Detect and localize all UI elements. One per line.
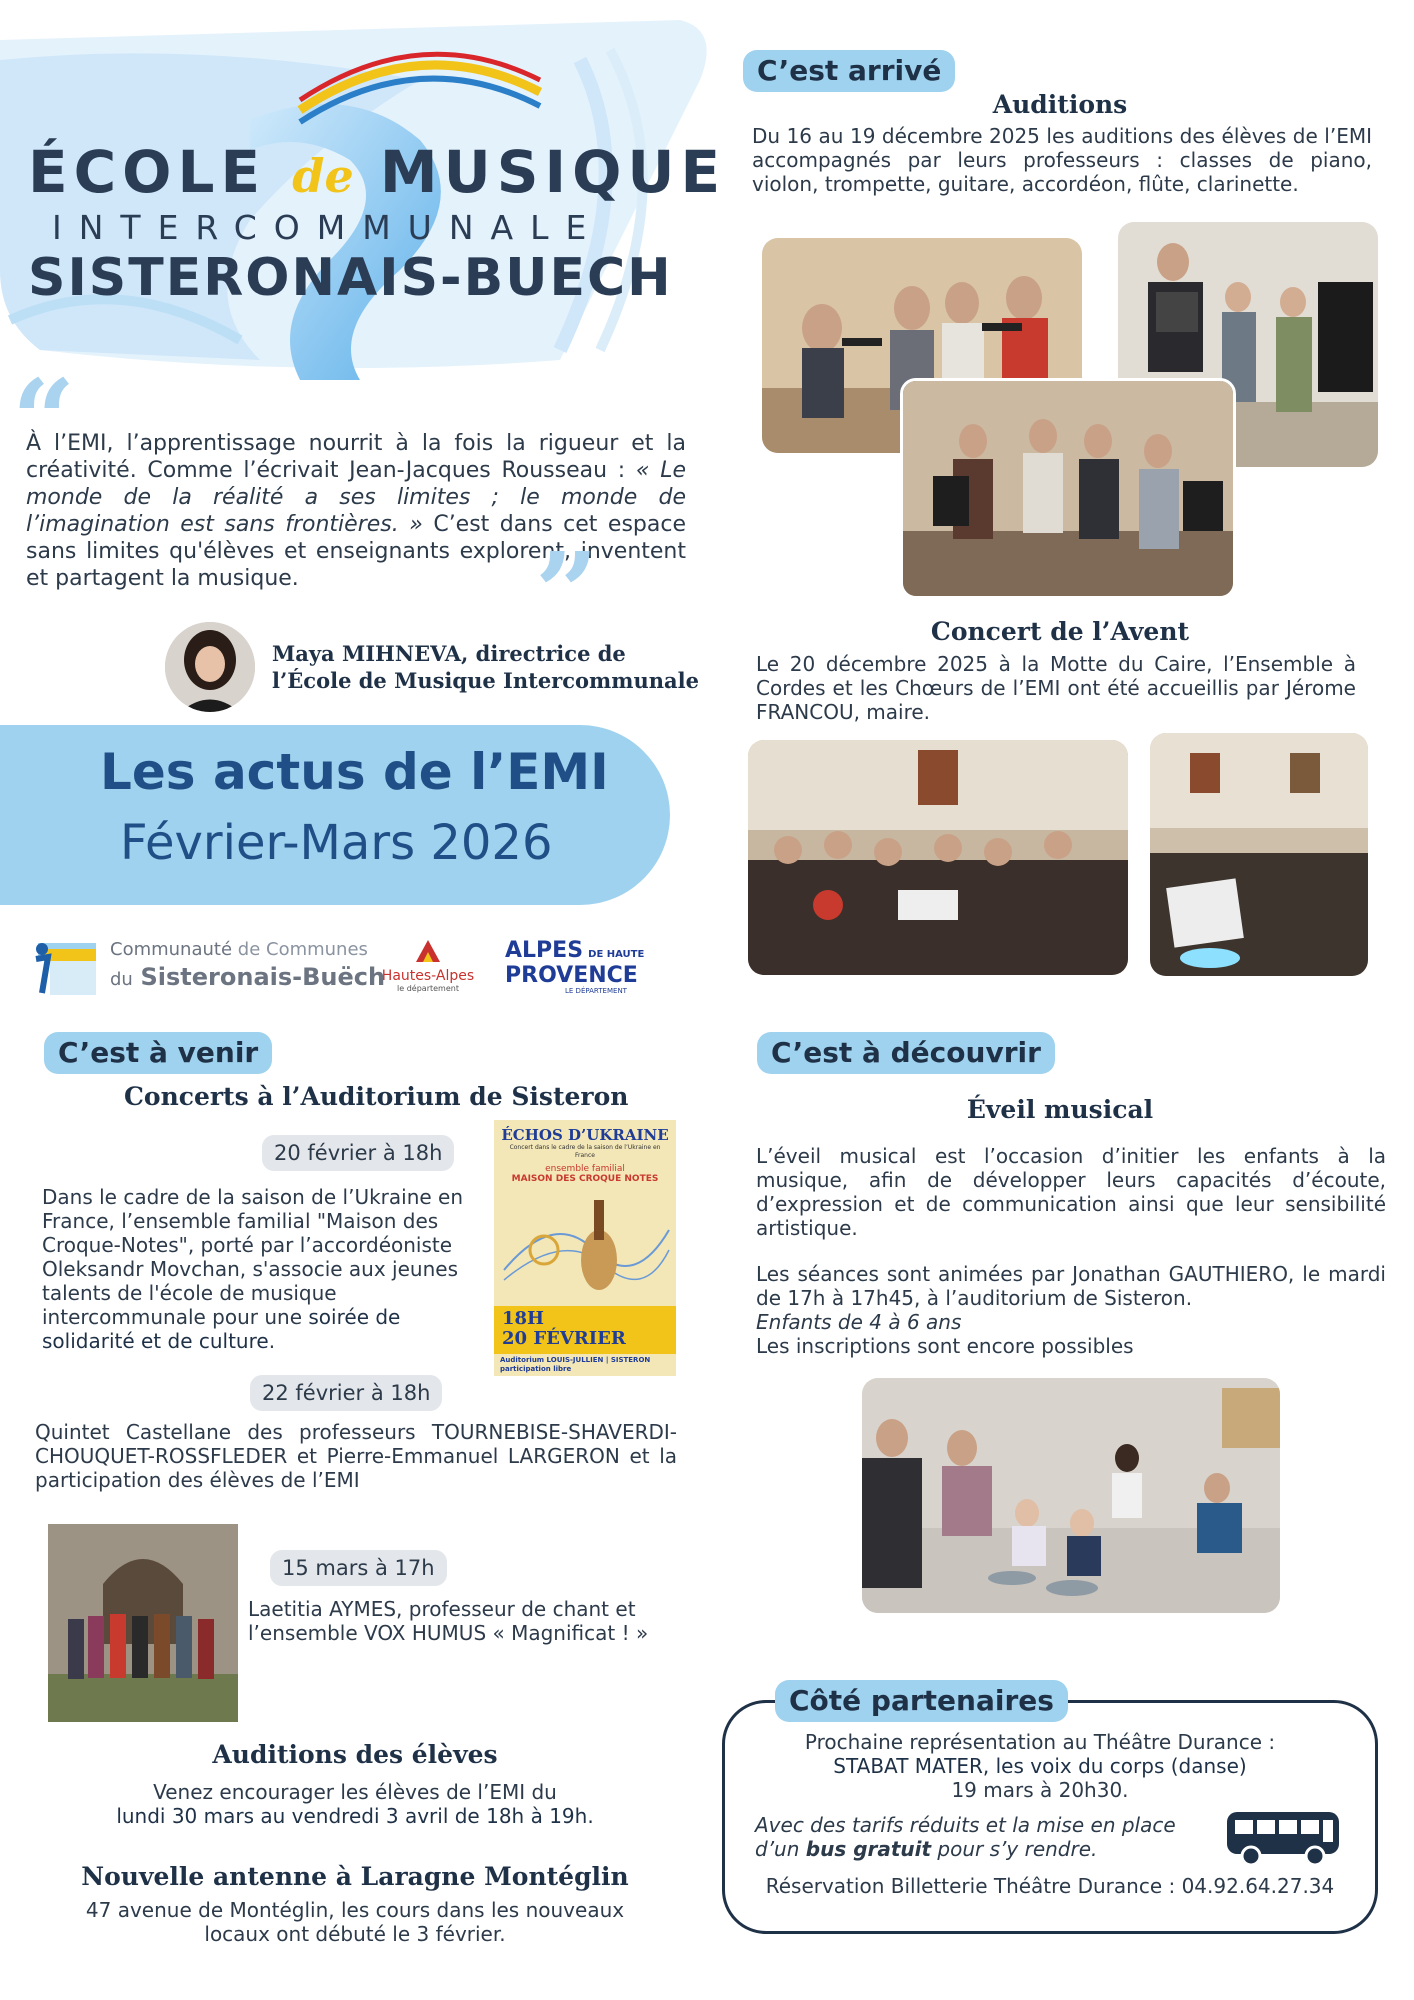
eveil-musical-age: Enfants de 4 à 6 ans	[756, 1310, 962, 1334]
event-text-22-fevrier: Quintet Castellane des professeurs TOURNEBISE-SHAVERDI-CHOUQUET-ROSSFLEDER et Pierre-Emmanuel LARGERON et la participation des élèves de l’EMI	[35, 1420, 677, 1492]
quote-open-icon: “	[12, 355, 76, 484]
auditions-eleves-intro: Venez encourager les élèves de l’EMI du	[153, 1780, 557, 1804]
director-avatar	[165, 622, 255, 712]
theatre-show-date: 19 mars à 20h30.	[951, 1778, 1129, 1802]
rousseau-quote: « Le monde de la réalité a ses limites ; le monde de l’imagination est sans frontières. »	[26, 458, 686, 537]
logo-line2: INTERCOMMUNALE	[52, 208, 604, 247]
event-date-15-mars: 15 mars à 17h	[270, 1550, 447, 1586]
section-badge-decouvrir: C’est à découvrir	[757, 1032, 1055, 1074]
section-badge-arrive: C’est arrivé	[743, 50, 955, 92]
event-date-22-fevrier: 22 février à 18h	[250, 1375, 442, 1411]
newsletter-period: Février-Mars 2026	[120, 815, 553, 871]
photo-eveil-musical	[862, 1378, 1280, 1613]
poster-instruments-illustration	[494, 1190, 676, 1310]
bus-icon	[1225, 1808, 1343, 1868]
director-signature: Maya MIHNEVA, directrice de l’École de Musique Intercommunale	[272, 641, 699, 693]
logo-line1	[28, 138, 726, 206]
auditions-past-text: Du 16 au 19 décembre 2025 les auditions des élèves de l’EMI accompagnés par leurs professeurs : classes de piano, violon, trompette, guitare, accordéon, flûte, clarinette.	[752, 124, 1372, 196]
ccsb-emblem-icon	[28, 935, 98, 997]
theatre-bus-offer: Avec des tarifs réduits et la mise en place d’un bus gratuit pour s’y rendre.	[755, 1813, 1176, 1861]
event-text-15-mars: Laetitia AYMES, professeur de chant et l’ensemble VOX HUMUS « Magnificat ! »	[248, 1597, 649, 1645]
photo-string-ensemble	[900, 378, 1236, 599]
theatre-show-title: STABAT MATER, les voix du corps (danse)	[833, 1754, 1247, 1778]
intro-quote-text: À l’EMI, l’apprentissage nourrit à la fois la rigueur et la créativité. Comme l’écrivait Jean-Jacques Rousseau : « Le monde de la réalité a ses limites ; le monde de l’imagination est sans frontières. » C’est dans cet espace sans limites qu'élèves et enseignants explorent, inventent et partagent la musique.	[26, 431, 686, 591]
concerts-auditorium-title: Concerts à l’Auditorium de Sisteron	[124, 1082, 629, 1111]
theatre-next-show-label: Prochaine représentation au Théâtre Durance :	[804, 1730, 1276, 1754]
laragne-antenna-text: 47 avenue de Montéglin, les cours dans les nouveaux locaux ont débuté le 3 février.	[85, 1898, 625, 1946]
auditions-past-title: Auditions	[992, 90, 1128, 119]
logo-line3: SISTERONAIS-BUECH	[28, 248, 673, 308]
eveil-musical-registration: Les inscriptions sont encore possibles	[756, 1334, 1134, 1358]
event-text-20-fevrier: Dans le cadre de la saison de l’Ukraine en France, l’ensemble familial "Maison des Croque-Notes", porté par l’accordéoniste Oleksandr Movchan, s'associe aux jeunes talents de l'école de musique intercommunale pour une soirée de solidarité et de culture.	[42, 1185, 464, 1353]
eveil-musical-title: Éveil musical	[966, 1095, 1154, 1124]
photo-vox-humus	[48, 1524, 238, 1722]
poster-title: ÉCHOS D’UKRAINE	[501, 1126, 669, 1144]
avent-concert-text: Le 20 décembre 2025 à la Motte du Caire, l’Ensemble à Cordes et les Chœurs de l’EMI ont été accueillis par Jérome FRANCOU, maire.	[756, 652, 1356, 724]
eveil-musical-schedule: Les séances sont animées par Jonathan GAUTHIERO, le mardi de 17h à 17h45, à l’auditorium de Sisteron.	[756, 1262, 1386, 1310]
newsletter-title: Les actus de l’EMI	[100, 743, 609, 801]
section-badge-partenaires: Côté partenaires	[775, 1680, 1068, 1722]
emi-logo	[0, 20, 727, 380]
ccsb-logo: Communauté de Communes du Sisteronais-Buëch	[28, 935, 348, 1005]
poster-subtitle: Concert dans le cadre de la saison de l’Ukraine en France	[509, 1144, 661, 1159]
logo-word-musique: MUSIQUE	[379, 138, 727, 206]
hautes-alpes-emblem-icon	[414, 938, 442, 964]
section-badge-venir: C’est à venir	[44, 1032, 272, 1074]
logo-word-ecole: ÉCOLE	[28, 138, 267, 206]
laragne-antenna-title: Nouvelle antenne à Laragne Montéglin	[81, 1862, 629, 1891]
theatre-reservation-phone: Réservation Billetterie Théâtre Durance : 04.92.64.27.34	[765, 1874, 1335, 1898]
logo-word-de: de	[292, 149, 354, 203]
avent-concert-title: Concert de l’Avent	[930, 617, 1190, 646]
event-date-20-fevrier: 20 février à 18h	[262, 1135, 454, 1171]
newsletter-banner	[0, 725, 670, 905]
poster-datetime-band: 18H 20 FÉVRIER	[494, 1306, 676, 1354]
auditions-eleves-title: Auditions des élèves	[212, 1740, 498, 1769]
photo-avent-concert-choir	[748, 740, 1128, 975]
auditions-eleves-dates: lundi 30 mars au vendredi 3 avril de 18h à 19h.	[116, 1804, 594, 1828]
photo-avent-concert-church	[1150, 733, 1368, 976]
poster-echos-ukraine: ÉCHOS D’UKRAINE Concert dans le cadre de la saison de l’Ukraine en France ensemble familial MAISON DES CROQUE NOTES 18H 20 FÉVRIER Auditorium LOUIS-JULLIEN | SISTERON participation libre	[494, 1120, 676, 1376]
alpes-haute-provence-logo: ALPES DE HAUTE PROVENCE LE DÉPARTEMENT	[505, 938, 645, 995]
quote-close-icon: ”	[535, 528, 599, 657]
eveil-musical-description: L’éveil musical est l’occasion d’initier les enfants à la musique, afin de développer leurs capacités d’écoute, d’expression et de communication ainsi que leur sensibilité artistique.	[756, 1144, 1386, 1240]
hautes-alpes-logo: Hautes-Alpes le département	[378, 938, 478, 1008]
